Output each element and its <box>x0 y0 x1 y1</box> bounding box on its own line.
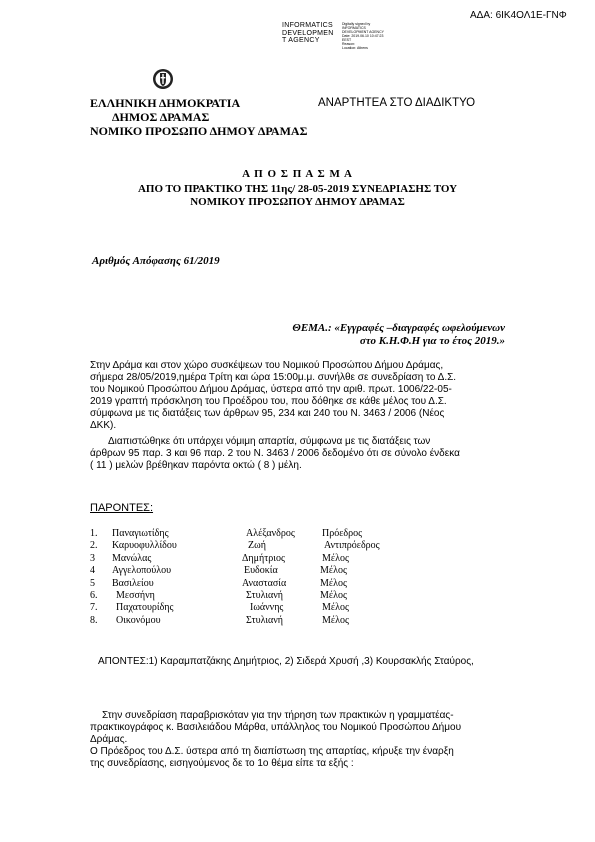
intro-line: σήμερα 28/05/2019,ημέρα Τρίτη και ώρα 15:00μ.μ. συνήλθε σε συνεδρίαση το Δ.Σ. <box>90 372 457 383</box>
document-subtitle-entity: ΝΟΜΙΚΟΥ ΠΡΟΣΩΠΟΥ ΔΗΜΟΥ ΔΡΑΜΑΣ <box>190 196 405 208</box>
closing-paragraph <box>90 746 506 770</box>
member-role: Μέλος <box>322 552 349 564</box>
logo-line: INFORMATICS <box>282 22 334 29</box>
document-subtitle: ΑΠΟ ΤΟ ΠΡΑΚΤΙΚΟ ΤΗΣ 11ης/ 28-05-2019 ΣΥΝΕΔΡΙΑΣΗΣ ΤΟΥ <box>137 183 458 195</box>
signature-detail-line: INFORMATICS <box>342 26 366 30</box>
posting-label: ΑΝΑΡΤΗΤΕΑ ΣΤΟ ΔΙΑΔΙΚΤΥΟ <box>318 97 476 109</box>
quorum-paragraph <box>90 436 506 472</box>
member-surname: Μεσσήνη <box>116 589 155 601</box>
member-number: 1. <box>90 528 98 539</box>
member-surname: Βασιλείου <box>112 577 154 589</box>
member-row <box>90 578 510 590</box>
republic-label: ΕΛΛΗΝΙΚΗ ΔΗΜΟΚΡΑΤΙΑ <box>90 96 241 110</box>
member-row <box>90 553 510 565</box>
intro-line: του Νομικού Προσώπου Δήμου Δράμας, ύστερα από την αριθ. πρωτ. 1006/22-05- <box>90 384 452 395</box>
quorum-line: Διαπιστώθηκε ότι υπάρχει νόμιμη απαρτία, σύμφωνα με τις διατάξεις των <box>108 436 431 447</box>
signature-detail-line: Digitally signed by <box>342 22 371 26</box>
intro-line: Στην Δράμα και στον χώρο συσκέψεων του Νομικού Προσώπου Δήμου Δράμας, <box>90 360 444 371</box>
member-surname: Παχατουρίδης <box>116 602 174 614</box>
member-surname: Μανώλας <box>112 552 152 564</box>
secretary-paragraph <box>90 710 506 746</box>
member-role: Μέλος <box>322 614 349 626</box>
member-name: Ιωάννης <box>250 602 284 614</box>
member-name: Ζωή <box>248 540 266 552</box>
intro-paragraph <box>90 360 506 432</box>
member-row <box>90 602 510 614</box>
secretary-line: πρακτικογράφος κ. Βασιλειάδου Μάρθα, υπάλληλος του Νομικού Προσώπου Δήμου <box>90 722 462 733</box>
member-number: 8. <box>90 614 98 626</box>
signature-detail-line: EEST <box>342 38 352 42</box>
logo-line: T AGENCY <box>282 37 320 44</box>
member-surname: Παναγιωτίδης <box>112 528 169 539</box>
decision-number: Αριθμός Απόφασης 61/2019 <box>92 255 220 267</box>
member-number: 7. <box>90 602 98 614</box>
subject-line: στο Κ.Η.Φ.Η για το έτος 2019.» <box>359 335 505 347</box>
intro-line: σύμφωνα με τις διατάξεις των άρθρων 95, 234 και 240 του Ν. 3463 / 2006 (Νέος <box>90 408 445 419</box>
member-role: Μέλος <box>322 602 349 614</box>
secretary-line: Στην συνεδρίαση παραβρισκόταν για την τήρηση των πρακτικών η γραμματέας- <box>102 710 454 721</box>
member-surname: Αγγελοπούλου <box>112 565 172 577</box>
greek-emblem-icon <box>152 68 174 90</box>
member-name: Αναστασία <box>242 577 287 589</box>
member-row <box>90 528 510 540</box>
quorum-line: άρθρων 95 παρ. 3 και 96 παρ. 2 του Ν. 3463 / 2006 δεδομένο ότι σε σύνολο ένδεκα <box>90 448 460 459</box>
secretary-line: Δράμας. <box>90 734 128 745</box>
member-name: Στυλιανή <box>246 589 284 601</box>
signature-detail-line: Location: Athens <box>342 46 368 50</box>
member-row <box>90 565 510 577</box>
member-role: Μέλος <box>320 565 347 577</box>
member-name: Αλέξανδρος <box>246 528 295 539</box>
members-list <box>90 528 510 627</box>
member-surname: Καρυοφυλλίδου <box>112 540 177 552</box>
intro-line: 2019 γραπτή πρόσκληση του Προέδρου του, που δόθηκε σε κάθε μέλος του Δ.Σ. <box>90 396 447 407</box>
member-name: Στυλιανή <box>246 614 284 626</box>
member-row <box>90 540 510 552</box>
member-number: 2. <box>90 540 98 552</box>
intro-line: ΔΚΚ). <box>90 420 117 431</box>
member-number: 4 <box>90 565 95 577</box>
member-role: Πρόεδρος <box>322 528 363 539</box>
member-row <box>90 590 510 602</box>
logo-line: DEVELOPMEN <box>282 29 334 37</box>
quorum-line: ( 11 ) μελών βρέθηκαν παρόντα οκτώ ( 8 ) μέλη. <box>90 460 302 471</box>
member-number: 3 <box>90 552 95 564</box>
present-heading: ΠΑΡΟΝΤΕΣ: <box>90 502 154 514</box>
absent-members: ΑΠΟΝΤΕΣ:1) Καραμπατζάκης Δημήτριος, 2) Σιδερά Χρυσή ,3) Κουρσακλής Σταύρος, <box>98 656 474 667</box>
closing-line: της συνεδρίασης, εισηγούμενος δε το 1ο θέμα είπε τα εξής : <box>90 758 354 769</box>
signature-detail-line: Reason: <box>342 42 356 46</box>
member-role: Μέλος <box>320 577 347 589</box>
member-role: Μέλος <box>320 589 347 601</box>
ada-code: ΑΔΑ: 6ΙΚ4ΟΛ1Ε-ΓΝΦ <box>470 10 567 21</box>
subject-line: ΘΕΜΑ.: «Εγγραφές –διαγραφές ωφελούμενων <box>292 322 505 334</box>
member-row <box>90 615 510 627</box>
member-name: Δημήτριος <box>242 552 285 564</box>
signature-details <box>342 22 384 50</box>
closing-line: Ο Πρόεδρος του Δ.Σ. ύστερα από τη διαπίστωση της απαρτίας, κήρυξε την έναρξη <box>90 746 454 757</box>
member-number: 5 <box>90 577 95 589</box>
subject <box>230 322 505 348</box>
signature-detail-line: Date: 2019.06.10 10:47:23 <box>342 34 384 38</box>
entity-label: ΝΟΜΙΚΟ ΠΡΟΣΩΠΟ ΔΗΜΟΥ ΔΡΑΜΑΣ <box>90 124 308 138</box>
municipality-label: ΔΗΜΟΣ ΔΡΑΜΑΣ <box>112 110 210 124</box>
member-name: Ευδοκία <box>244 565 278 577</box>
signature-detail-line: DEVELOPMENT AGENCY <box>342 30 384 34</box>
document-title: Α Π Ο Σ Π Α Σ Μ Α <box>242 168 353 180</box>
member-surname: Οικονόμου <box>116 614 161 626</box>
signature-logo <box>282 22 334 45</box>
member-role: Αντιπρόεδρος <box>324 540 380 552</box>
member-number: 6. <box>90 589 98 601</box>
